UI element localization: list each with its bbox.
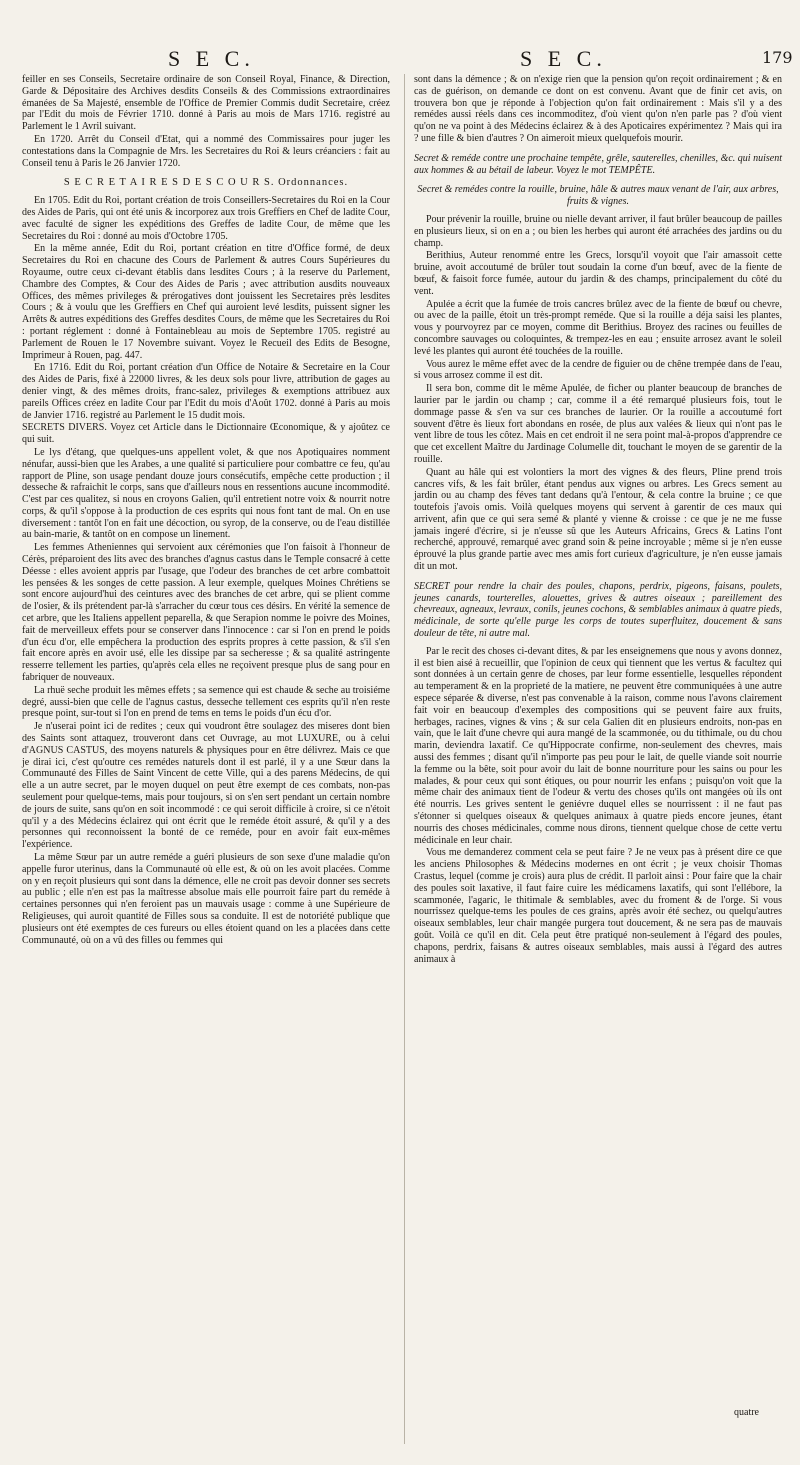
paragraph: feiller en ses Conseils, Secretaire ordinaire de son Conseil Royal, Finance, & Direction, Garde & Dépositaire des Archives desdits Conseils & des Commissions extraordinaires émanées de Sa Majesté, ensemble de l'Office de Premier Commis dudit Secretaire, créez par l'Edit du mois de Février 1710. donné à Paris au mois de Mars 1716. registré au Parlement le 1 Avril suivant. (22, 74, 390, 133)
paragraph: Berithius, Auteur renommé entre les Grecs, lorsqu'il voyoit que l'air amassoit cette bruine, avoit accoutumé de brûler tout soudain la corne d'un bœuf, avec de la fiente de bœuf, & faisoit force fumée, autour du jardin & des champs, principalement du côté du vent. (414, 250, 782, 297)
paragraph: Je n'userai point ici de redites ; ceux qui voudront être soulagez des miseres dont bien des Saints sont attaquez, trouveront dans cet Ouvrage, au mot LUXURE, ou à celui d'AGNUS CASTUS, des moyens naturels & physiques pour en être délivrez. Mais ce que je dirai ici, c'est qu'outre ces remédes naturels dont il est parlé, il y a une Sœur dans la Communauté des Filles de Saint Vincent de cette Ville, qui a des parens Médecins, de qui elle a un autre secret, par le moyen duquel on peut être exempt de ces combats, non-pas seulement pour quelque-tems, mais pour toujours, si on s'en sert pendant un certain nombre de jours de suite, sans qu'on en soit incommodé : ce qui seroit difficile à croire, si ce n'étoit qu'il y a des Médecins éclairez qui ont écrit que le reméde étoit assuré, & qu'il y a des personnes qui reconnoissent la bonté de ce reméde, pour en avoir fait eux-mêmes l'expérience. (22, 721, 390, 851)
column-divider (404, 74, 405, 1444)
paragraph: En 1716. Edit du Roi, portant création d'un Office de Notaire & Secretaire en la Cour des Aides de Paris, fixé à 22000 livres, & les deux sols pour livre, attribution de gages au denier vingt, & des mêmes droits, franc-salez, privileges & exemptions attribuez aux pareils Offices créez en ladite Cour par l'Edit du mois d'Août 1702. donné à Paris au mois de Janvier 1716. registré au Parlement le 15 dudit mois. (22, 362, 390, 421)
running-header (0, 46, 800, 76)
italic-heading: Secret & reméde contre une prochaine tempête, grêle, sauterelles, chenilles, &c. qui nuisent aux hommes & au bétail de labeur. Voyez le mot TEMPÊTE. (414, 152, 782, 176)
paragraph: Par le recit des choses ci-devant dites, & par les enseignemens que nous y avons donnez, il est bien aisé à recueillir, que l'opinion de ceux qui tiennent que les vertus & facultez qui sont données à un certain genre de choses, par leur forme essentielle, lesquelles répondent au temperament & en la proprieté de la matiere, ne peuvent être communiquées à une autre espece séparée & diverse, n'est pas convenable à la raison, comme nous l'avons clairement fait voir en beaucoup d'exemples des compositions qui se peuvent faire aux fruits, herbages, racines, vignes & vins ; & sur cela Galien dit en plusieurs endroits, non-pas en vain, que le lait d'une chevre qui aura mangé de la scammonée, ou du tithimale, ou du chou marin, deviendra laxatif. Ce qu'Hippocrate confirme, non-seulement des chevres, mais aussi des femmes ; disant qu'il n'importe pas peu pour le lait, de quelle viande soit nourrie la femme ou la bête, soit pour avoir du lait de bonne nourriture pour les sains ou pour les malades, & pour ceux qui sont étiques, ou pour nourrir les enfans ; puisqu'on voit que la même chair des animaux tient de l'odeur & vertu des choses qu'ils ont mangées où ils ont été nourris. Les grives sentent le geniévre duquel elles se nourrissent : il ne faut pas s'étonner si quelques oiseaux & quelques animaux à quatre pieds encore jeunes, étant nourris des choses médicinales, comme nous dirons, tiennent quelque chose de cette vertu médicinale en leur chair. (414, 645, 782, 846)
paragraph: En 1705. Edit du Roi, portant création de trois Conseillers-Secretaires du Roi en la Cour des Aides de Paris, qui ont été unis & incorporez aux trois Greffiers en Chef de ladite Cour, avec faculté de signer les expéditions des Greffes de ladite Cour, de même que les Secretaires du Roi : donné au mois d'Octobre 1705. (22, 195, 390, 242)
right-column (414, 74, 782, 966)
paragraph: La même Sœur par un autre reméde a guéri plusieurs de son sexe d'une maladie qu'on appelle furor uterinus, dans la Communauté où elle est, & où on les avoit placées. Comme on y en reçoit plusieurs qui sont dans la démence, elle ne croit pas devoir donner ses secrets au public ; elle n'en est pas la maîtresse absolue mais elle pourroit faire part du reméde à certaines personnes qui n'en feroient pas un mauvais usage : comme à une Supérieure de Religieuses, qui auroit quantité de Filles sous sa conduite. Il est de notoriété publique que plusieurs ont été exemptes de ces fureurs ou elles étoient quand on les a placées dans cette Communauté, où on a vû des filles ou femmes qui (22, 852, 390, 946)
paragraph: Pour prévenir la rouille, bruine ou nielle devant arriver, il faut brûler beaucoup de pailles en plusieurs lieux, si on en a ; ou bien les herbes qui auront été arrachées des jardins ou du champ. (414, 213, 782, 249)
paragraph: En la même année, Edit du Roi, portant création en titre d'Office formé, de deux Secretaires du Roi en chacune des Cours de Parlement & autres Cours Supérieures du Royaume, outre ceux ci-devant établis dans lesdites Cours ; à la reserve du Parlement, Chambre des Comptes, & Cour des Aides de Paris ; avec attribution ausdits nouveaux Offices, des mêmes privileges & prérogatives dont jouissent les Secretaires près lesdites Cours ; & à voulu que les Greffiers en Chef qui auroient levé lesdits, puissent signer les Arrêts & autres expéditions des Greffes desdites Cours, de même que les Secretaires du Roi : portant réglement : donné à Fontainebleau au mois de Septembre 1705. registré au Parlement de Rouen le 17 Novembre suivant. Voyez le Recueil des Edits de Besogne, Imprimeur à Rouen, pag. 447. (22, 243, 390, 361)
paragraph: Vous aurez le même effet avec de la cendre de figuier ou de chêne trempée dans de l'eau, si vous arrosez comme il est dit. (414, 358, 782, 382)
catchword: quatre (734, 1407, 759, 1418)
paragraph: Le lys d'étang, que quelques-uns appellent volet, & que nos Apotiquaires nomment nénufar, aussi-bien que les Arabes, a une qualité si particuliere pour combattre ce feu, qu'au rapport de Pline, son usage pendant douze jours consécutifs, empêche cette production ; il desseche & rafraichit le corps, sans que d'ailleurs nous en ressentions aucune incommodité. C'est par ces qualitez, si nous en croyons Galien, qu'il entretient notre voix & nourrit notre corps, & qu'il s'oppose à la production de ces esprits qui nous font tant de mal. On en use diversement : tantôt l'on en fait une décoction, ou syrop, de la conserve, ou de l'eau distillée au bain-marie, & tantôt on en compose un linement. (22, 446, 390, 541)
paragraph: sont dans la démence ; & on n'exige rien que la pension qu'on reçoit ordinairement ; & en cas de guérison, on demande ce dont on est convenu. Avant que de finir cet avis, on trouvera bon que je réponde à l'objection qu'on fait ordinairement : Mais s'il y a des remédes aussi réels dans ces incommoditez, d'où vient qu'on n'en parle pas ? d'où vient qu'on ne va point à des Médecins éclairez & à des Apoticaires expérimentez ? Mais qui ira ? une fille & bien d'autres ? On aimeroit mieux quelquefois mourir. (414, 74, 782, 144)
paragraph: Il sera bon, comme dit le même Apulée, de ficher ou planter beaucoup de branches de laurier par le jardin ou champ ; car, comme il a été remarqué plusieurs fois, tout le dommage passe & s'en va sur ces branches de laurier. Or la rouille a accoutumé fort souvent d'être ès lieux fort abondans en rosée, de plus aux valées & lieux qui n'ont pas le vent libre de tous les côtez. Mais en cet endroit il ne sera point mal-à-propos d'apprendre ce que cet excellent Maître du Jardinage Columelle dit, touchant le moyen de se garentir de la rouille. (414, 383, 782, 465)
paragraph: La rhuë seche produit les mêmes effets ; sa semence qui est chaude & seche au troisiéme degré, aussi-bien que celle de l'agnus castus, desseche tellement ces esprits qu'il n'en reste presque point, sur-tout si l'on en prend de tems en tems le poids d'un écu d'or. (22, 684, 390, 720)
paragraph: SECRETS DIVERS. Voyez cet Article dans le Dictionnaire Œconomique, & y ajoûtez ce qui suit. (22, 422, 390, 446)
section-heading: S E C R E T A I R E S D E S C O U R S. Ordonnances. (63, 177, 349, 189)
header-left: S E C. (168, 46, 255, 71)
italic-heading: SECRET pour rendre la chair des poules, chapons, perdrix, pigeons, faisans, poulets, jeunes canards, tourterelles, alouettes, grives & autres oiseaux ; pareillement des chevreaux, agneaux, levraux, conils, jeunes cochons, & semblables animaux à quatre pieds, médicinale, de sorte qu'elle purge les corps de toutes superfluitez, doucement & sans douleur de tête, ni autre mal. (414, 580, 782, 640)
italic-heading: Secret & remédes contre la rouille, bruine, hâle & autres maux venant de l'air, aux arbres, fruits & vignes. (417, 184, 779, 208)
paragraph: Vous me demanderez comment cela se peut faire ? Je ne veux pas à présent dire ce que les anciens Philosophes & Médecins modernes en ont écrit ; je veux choisir Thomas Crastus, lequel (comme je crois) aura plus de crédit. Il parloit ainsi : Pour faire que la chair des poules soit laxative, il faut faire cuire les médicamens laxatifs, qui sont l'ellébore, la scammonée, l'agaric, le thitimale & semblables, avec du froment & de l'orge. Si vous nourrissez quelque-tems les poules de ces grains, après avoir été sechez, ou quelqu'autres oiseaux semblables, leur chair mangée purgera tout doucement, & ne sera pas de mauvais goût. Voilà ce qu'il en dit. Cela peut être pratiqué non-seulement à l'égard des poules, chapons, perdrix, faisans & autres oiseaux semblables, mais aussi à l'égard des autres animaux à (414, 847, 782, 965)
page-number: 179 (762, 48, 793, 67)
paragraph: Les femmes Atheniennes qui servoient aux cérémonies que l'on faisoit à l'honneur de Cérès, préparoient des lits avec des branches d'agnus castus dans le Temple consacré à cette Déesse : elles avoient appris par l'usage, que l'odeur des branches de cet arbre combattoit les pensées & les songes de cette passion. A leur exemple, quelques Moines Chrétiens se sont encore aujourd'hui des ceintures avec des branches de cet arbre, qui se plient comme de l'osier, & ils prétendent par-là s'arracher du cœur tous ces désirs. En vérité la semence de cet arbre, que les Italiens appellent peparella, & que Serapion nomme le poivre des Moines, fait de merveilleux effets pour se conserver dans l'innocence : car si l'on en prend le poids d'un écu d'or, elle empêchera la production des esprits propres à cette passion, & s'il s'en fait encore après en avoir usé, elle les dissipe par sa secheresse ; & sa qualité astringente resserre tellement les parties, qu'après cela elles ne reçoivent presque plus de sang pour en fabriquer de nouveaux. (22, 542, 390, 684)
left-column (22, 74, 390, 947)
paragraph: En 1720. Arrêt du Conseil d'Etat, qui a nommé des Commissaires pour juger les contestations dans la Compagnie de Mrs. les Secretaires du Roi & leurs créanciers : fait au Conseil tenu à Paris le 26 Janvier 1720. (22, 133, 390, 169)
header-right: S E C. (520, 46, 607, 71)
paragraph: Apulée a écrit que la fumée de trois cancres brûlez avec de la fiente de bœuf ou chevre, ou avec de la paille, étoit un très-prompt reméde. Que si la rouille a déja saisi les plantes, vous y pourvoyrez par ce moyen, comme dit Berithius. Broyez des racines ou feuilles de concombre sauvages ou coloquintes, & trempez-les en eau ; ensuite arrosez avant le soleil levé les plantes qui auront été touchées de la rouille. (414, 298, 782, 357)
paragraph: Quant au hâle qui est volontiers la mort des vignes & des fleurs, Pline prend trois cancres vifs, & les fait brûler, étant pendus aux vignes ou arbres. Les Grecs sement au jardin ou au champ des féves tant dedans qu'à l'entour, & cela contre la bruine ; ce que toutefois j'avois omis. Voilà quelques moyens qui servent à garentir de ces maux qui arrivent, afin que ce qui sera semé & planté y vienne & croisse : ce que je ne me fusse jamais ingeré d'écrire, si je n'eusse sû que les Auteurs Africains, Grecs & Latins l'ont recherché, approuvé, remarqué avec grand soin & peine incroyable ; même si je n'en eusse éprouvé la plus grande partie avec mes amis fort curieux d'agriculture, je n'en eusse jamais dit un mot. (414, 466, 782, 573)
